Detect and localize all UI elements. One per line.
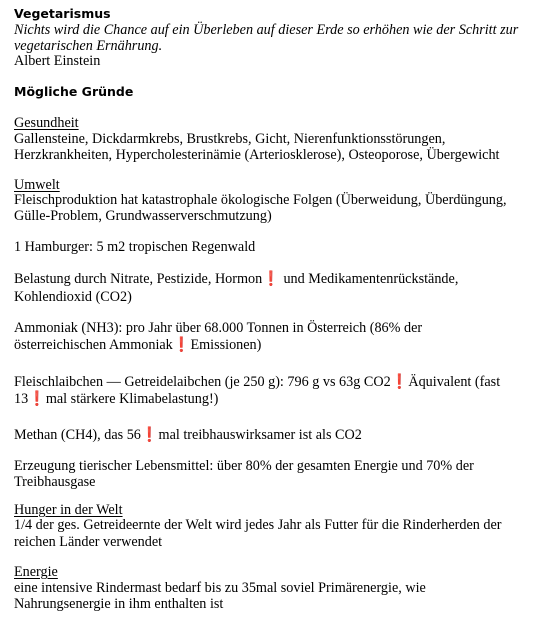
umwelt-p4-line-1: Ammoniak (NH3): pro Jahr über 68.000 Tonnen in Österreich (86% der: [14, 320, 423, 336]
heading-hunger: Hunger in der Welt: [14, 502, 123, 518]
quote-line-1: Nichts wird die Chance auf ein Überleben auf dieser Erde so erhöhen wie der Schritt zur: [14, 22, 519, 38]
heading-energie: Energie: [14, 564, 58, 580]
quote-author: Albert Einstein: [14, 53, 101, 69]
gesundheit-line-1: Gallensteine, Dickdarmkrebs, Brustkrebs, Gicht, Nierenfunktionsstörungen,: [14, 131, 446, 147]
quote-line-2: vegetarischen Ernährung.: [14, 38, 163, 54]
gesundheit-line-2: Herzkrankheiten, Hypercholesterinämie (Arteriosklerose), Osteoporose, Übergewicht: [14, 147, 500, 163]
umwelt-p5-line-2: 13❗mal stärkere Klimabelastung!): [14, 391, 219, 407]
umwelt-p3-line-2: Kohlendioxid (CO2): [14, 289, 132, 305]
umwelt-p1-line-2: Gülle-Problem, Grundwasserverschmutzung): [14, 208, 272, 224]
umwelt-p7-line-2: Treibhausgase: [14, 474, 96, 490]
umwelt-p6: Methan (CH4), das 56❗mal treibhauswirksamer ist als CO2: [14, 427, 362, 443]
umwelt-p4-line-2: österreichischen Ammoniak❗Emissionen): [14, 337, 262, 353]
umwelt-p3-line-1: Belastung durch Nitrate, Pestizide, Hormon❗ und Medikamentenrückstände,: [14, 271, 459, 287]
hunger-line-1: 1/4 der ges. Getreideernte der Welt wird jedes Jahr als Futter für die Rinderherden der: [14, 517, 502, 533]
heading-umwelt: Umwelt: [14, 177, 60, 193]
umwelt-p7-line-1: Erzeugung tierischer Lebensmittel: über 80% der gesamten Energie und 70% der: [14, 458, 474, 474]
heading-gesundheit: Gesundheit: [14, 115, 79, 131]
energie-line-2: Nahrungsenergie in ihm enthalten ist: [14, 596, 224, 612]
energie-line-1: eine intensive Rindermast bedarf bis zu 35mal soviel Primärenergie, wie: [14, 580, 426, 596]
section-title: Mögliche Gründe: [14, 84, 134, 99]
umwelt-p5-line-1: Fleischlaibchen — Getreidelaibchen (je 250 g): 796 g vs 63g CO2❗Äquivalent (fast: [14, 374, 501, 390]
umwelt-p1-line-1: Fleischproduktion hat katastrophale ökologische Folgen (Überweidung, Überdüngung,: [14, 192, 507, 208]
hunger-line-2: reichen Länder verwendet: [14, 534, 163, 550]
umwelt-p2: 1 Hamburger: 5 m2 tropischen Regenwald: [14, 239, 256, 255]
document-title: Vegetarismus: [14, 6, 111, 21]
